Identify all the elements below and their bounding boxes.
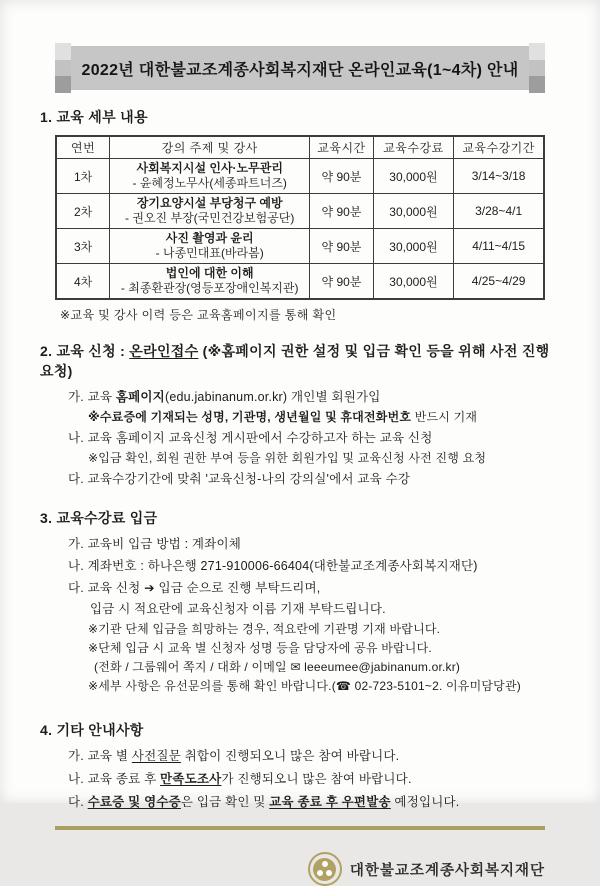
col-header-topic: 강의 주제 및 강사 bbox=[110, 136, 310, 159]
course-lecturer: - 윤혜정노무사(세종파트너즈) bbox=[132, 176, 287, 190]
table-header-row bbox=[56, 136, 544, 159]
table-row bbox=[56, 159, 544, 194]
text-run: 가 진행되오니 많은 참여 바랍니다. bbox=[221, 772, 412, 786]
cell-fee: 30,000원 bbox=[373, 194, 454, 229]
ornament-square bbox=[529, 76, 545, 93]
section2-heading bbox=[40, 341, 560, 381]
text-run: ※세부 사항은 유선문의를 통해 확인 바랍니다.( bbox=[88, 679, 336, 693]
divider-rule bbox=[55, 826, 545, 830]
title-bar-left-ornament bbox=[55, 43, 71, 93]
ornament-square bbox=[529, 60, 545, 77]
cell-period: 3/14~3/18 bbox=[454, 159, 544, 194]
text-run: ※수료증에 기재되는 성명, 기관명, 생년월일 및 휴대전화번호 bbox=[88, 410, 412, 424]
title-bar-right-ornament bbox=[529, 43, 545, 93]
payment-item-da bbox=[68, 577, 560, 599]
payment-note-group: ※단체 입금 시 교육 별 신청자 성명 등을 담당자에 공유 바랍니다. bbox=[88, 641, 432, 655]
text-run: 교육 종료 후 우편발송 bbox=[269, 795, 391, 809]
ornament-square bbox=[55, 76, 71, 93]
other-item-da bbox=[68, 791, 560, 814]
cell-time: 약 90분 bbox=[310, 229, 373, 264]
page-title: 2022년 대한불교조계종사회복지재단 온라인교육(1~4차) 안내 bbox=[81, 61, 519, 79]
text-run: 은 입금 확인 및 bbox=[180, 795, 270, 809]
cell-topic bbox=[110, 159, 310, 194]
cell-topic bbox=[110, 229, 310, 264]
text-run: 온라인접수 bbox=[129, 343, 199, 359]
logo-disc bbox=[313, 858, 336, 881]
cell-period: 4/25~4/29 bbox=[454, 264, 544, 300]
text-run: 다. 교육 신청 bbox=[68, 581, 145, 595]
apply-note-certificate bbox=[88, 408, 560, 427]
cell-no: 1차 bbox=[56, 159, 110, 194]
course-title: 장기요양시설 부당청구 예방 bbox=[136, 196, 283, 210]
col-header-no: 연번 bbox=[56, 136, 110, 159]
cell-time: 약 90분 bbox=[310, 194, 373, 229]
text-run: 02-723-5101~2. 이유미담당관) bbox=[351, 679, 521, 693]
course-title: 법인에 대한 이해 bbox=[165, 266, 254, 280]
section-payment bbox=[40, 508, 560, 696]
three-jewels-logo-icon bbox=[308, 852, 342, 886]
section4-heading: 4. 기타 안내사항 bbox=[40, 722, 144, 738]
apply-item-da: 다. 교육수강기간에 맞춰 '교육신청-나의 강의실'에서 교육 수강 bbox=[68, 472, 411, 486]
apply-note-deposit: ※입금 확인, 회원 권한 부여 등을 위한 회원가입 및 교육신청 사전 진행 요청 bbox=[88, 451, 487, 465]
text-run: 수료증 및 영수증 bbox=[87, 795, 181, 809]
text-run: 사전질문 bbox=[131, 749, 181, 763]
cell-fee: 30,000원 bbox=[373, 264, 454, 300]
col-header-period: 교육수강기간 bbox=[454, 136, 544, 159]
payment-note-org: ※기관 단체 입금을 희망하는 경우, 적요란에 기관명 기재 바랍니다. bbox=[88, 622, 441, 636]
apply-item-na: 나. 교육 홈페이지 교육신청 게시판에서 수강하고자 하는 교육 신청 bbox=[68, 431, 433, 445]
text-run: 요청) bbox=[40, 363, 73, 379]
course-title: 사진 촬영과 윤리 bbox=[165, 231, 254, 245]
text-run: (※홈페이지 권한 설정 및 입금 확인 등을 위해 bbox=[198, 343, 491, 359]
text-run: 만족도조사 bbox=[160, 772, 222, 786]
cell-period: 4/11~4/15 bbox=[454, 229, 544, 264]
footer bbox=[55, 852, 545, 886]
phone-icon: ☎ bbox=[335, 679, 352, 693]
course-title: 사회복지시설 인사·노무관리 bbox=[136, 161, 283, 175]
text-run: 나. 교육 종료 후 bbox=[68, 772, 161, 786]
cell-time: 약 90분 bbox=[310, 159, 373, 194]
text-run: (전화 / 그룹웨어 쪽지 / 대화 / 이메일 bbox=[94, 660, 291, 674]
text-run: (edu.jabinanum.or.kr) 개인별 회원가입 bbox=[164, 390, 381, 404]
organization-name: 대한불교조계종사회복지재단 bbox=[349, 862, 545, 879]
table-footnote: ※교육 및 강사 이력 등은 교육홈페이지를 통해 확인 bbox=[60, 308, 337, 322]
logo-dot bbox=[322, 861, 328, 867]
payment-item-na: 나. 계좌번호 : 하나은행 271-910006-66404(대한불교조계종사회복지재단) bbox=[68, 559, 478, 573]
apply-item-ga bbox=[68, 386, 560, 408]
payment-item-ga: 가. 교육비 입금 방법 : 계좌이체 bbox=[68, 537, 242, 551]
title-bar bbox=[55, 46, 545, 90]
table-row bbox=[56, 194, 544, 229]
ornament-square bbox=[529, 43, 545, 60]
text-run: 입금 순으로 진행 부탁드리며, bbox=[154, 581, 321, 595]
section-apply bbox=[40, 341, 560, 490]
table-row bbox=[56, 229, 544, 264]
payment-note-phone bbox=[88, 677, 560, 696]
cell-topic bbox=[110, 194, 310, 229]
section-other-info bbox=[40, 720, 560, 814]
cell-topic bbox=[110, 264, 310, 300]
cell-fee: 30,000원 bbox=[373, 159, 454, 194]
ornament-square bbox=[55, 60, 71, 77]
course-lecturer: - 권오진 부장(국민건강보험공단) bbox=[125, 211, 295, 225]
section3-heading: 3. 교육수강료 입금 bbox=[40, 510, 158, 526]
payment-contact-channels bbox=[94, 658, 560, 677]
text-run: 가. 교육 bbox=[68, 390, 116, 404]
section1-heading: 1. 교육 세부 내용 bbox=[40, 109, 148, 125]
logo-dot bbox=[326, 870, 332, 876]
text-run: 가. 교육 별 bbox=[68, 749, 132, 763]
course-lecturer: - 최종환관장(영등포장애인복지관) bbox=[120, 281, 299, 295]
text-run: 취합이 진행되오니 많은 참여 바랍니다. bbox=[180, 749, 400, 763]
cell-period: 3/28~4/1 bbox=[454, 194, 544, 229]
text-run: 예정입니다. bbox=[390, 795, 460, 809]
col-header-fee: 교육수강료 bbox=[373, 136, 454, 159]
course-table bbox=[55, 135, 545, 300]
text-run: 2. 교육 신청 : bbox=[40, 343, 130, 359]
col-header-time: 교육시간 bbox=[310, 136, 373, 159]
cell-fee: 30,000원 bbox=[373, 229, 454, 264]
course-lecturer: - 나종민대표(바라봄) bbox=[155, 246, 264, 260]
cell-time: 약 90분 bbox=[310, 264, 373, 300]
table-row bbox=[56, 264, 544, 300]
other-item-ga bbox=[68, 745, 560, 768]
text-run: 다. bbox=[68, 795, 88, 809]
text-run: 사전 진행 bbox=[490, 343, 550, 359]
arrow-right-icon: ➔ bbox=[144, 581, 155, 595]
cell-no: 2차 bbox=[56, 194, 110, 229]
logo-dot bbox=[317, 870, 323, 876]
ornament-square bbox=[55, 43, 71, 60]
text-run: 홈페이지 bbox=[115, 390, 165, 404]
envelope-icon: ✉ bbox=[290, 660, 301, 674]
other-item-na bbox=[68, 768, 560, 791]
cell-no: 3차 bbox=[56, 229, 110, 264]
text-run: 반드시 기재 bbox=[411, 410, 478, 424]
payment-item-da-cont: 입금 시 적요란에 교육신청자 이름 기재 부탁드립니다. bbox=[90, 602, 386, 616]
text-run: leeeumee@jabinanum.or.kr) bbox=[300, 660, 461, 674]
cell-no: 4차 bbox=[56, 264, 110, 300]
